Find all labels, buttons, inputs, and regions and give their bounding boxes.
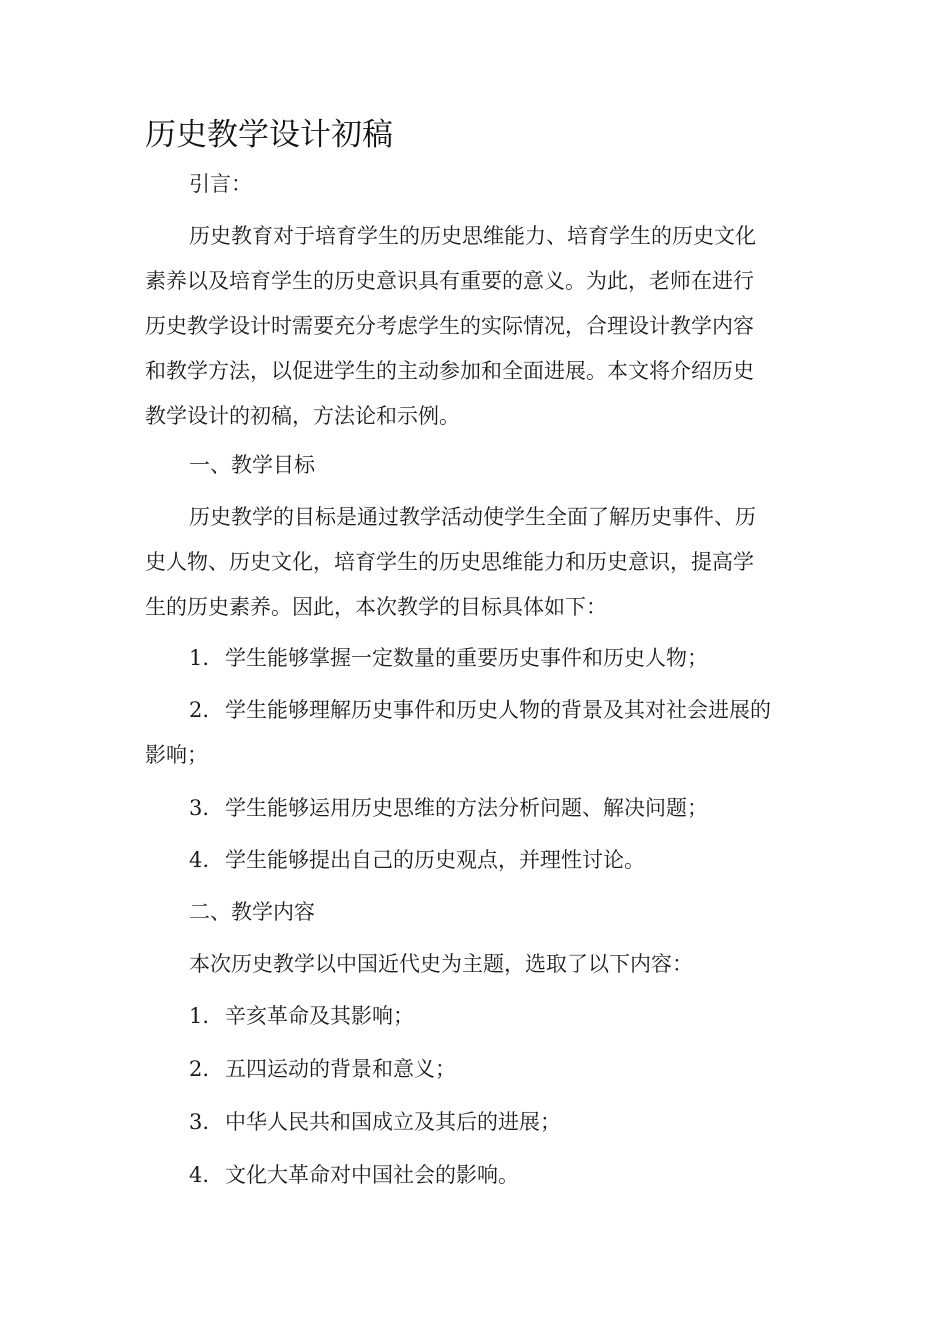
section1-line: 历史教学的目标是通过教学活动使学生全面了解历史事件、历 (189, 505, 756, 529)
section1-line: 史人物、历史文化，培育学生的历史思维能力和历史意识，提高学 (145, 550, 754, 574)
list-item-text: 中华人民共和国成立及其后的进展； (225, 1110, 561, 1134)
list-item-text: 学生能够理解历史事件和历史人物的背景及其对社会进展的 (225, 698, 771, 722)
content-item-2 (145, 1047, 810, 1092)
list-number: 1. (189, 646, 210, 670)
list-item-text: 文化大革命对中国社会的影响。 (225, 1163, 519, 1187)
goal-item-3 (145, 786, 810, 831)
section1-heading: 一、教学目标 (189, 453, 315, 477)
section2-heading: 二、教学内容 (189, 900, 315, 924)
intro-line: 历史教育对于培育学生的历史思维能力、培育学生的历史文化 (189, 224, 756, 248)
section2-paragraph: 本次历史教学以中国近代史为主题，选取了以下内容： (189, 952, 693, 976)
document-title: 历史教学设计初稿 (145, 117, 393, 153)
list-item-text: 五四运动的背景和意义； (225, 1057, 456, 1081)
list-item-continuation: 影响； (145, 743, 208, 767)
intro-heading-block (145, 162, 810, 207)
list-item-text: 学生能够运用历史思维的方法分析问题、解决问题； (225, 796, 708, 820)
intro-line: 素养以及培育学生的历史意识具有重要的意义。为此，老师在进行 (145, 269, 754, 293)
section1-line: 生的历史素养。因此，本次教学的目标具体如下： (145, 595, 607, 619)
list-number: 2. (189, 1057, 210, 1081)
section2-heading-block (145, 890, 810, 935)
list-number: 4. (189, 1163, 210, 1187)
list-number: 4. (189, 848, 210, 872)
list-item-text: 学生能够掌握一定数量的重要历史事件和历史人物； (225, 646, 708, 670)
goal-item-2 (145, 688, 810, 778)
intro-line: 历史教学设计时需要充分考虑学生的实际情况，合理设计教学内容 (145, 314, 754, 338)
content-item-1 (145, 994, 810, 1039)
section2-paragraph-block (145, 942, 810, 987)
goal-item-1 (145, 636, 810, 681)
intro-paragraph (145, 214, 810, 439)
goal-item-4 (145, 838, 810, 883)
section1-heading-block (145, 443, 810, 488)
list-item-text: 辛亥革命及其影响； (225, 1004, 414, 1028)
intro-line: 和教学方法，以促进学生的主动参加和全面进展。本文将介绍历史 (145, 359, 754, 383)
list-number: 2. (189, 698, 210, 722)
list-number: 3. (189, 796, 210, 820)
list-number: 3. (189, 1110, 210, 1134)
content-item-3 (145, 1100, 810, 1145)
intro-line: 教学设计的初稿，方法论和示例。 (145, 404, 460, 428)
list-item-text: 学生能够提出自己的历史观点，并理性讨论。 (225, 848, 645, 872)
list-number: 1. (189, 1004, 210, 1028)
content-item-4 (145, 1153, 810, 1198)
intro-heading: 引言： (189, 172, 252, 196)
section1-paragraph (145, 495, 810, 630)
